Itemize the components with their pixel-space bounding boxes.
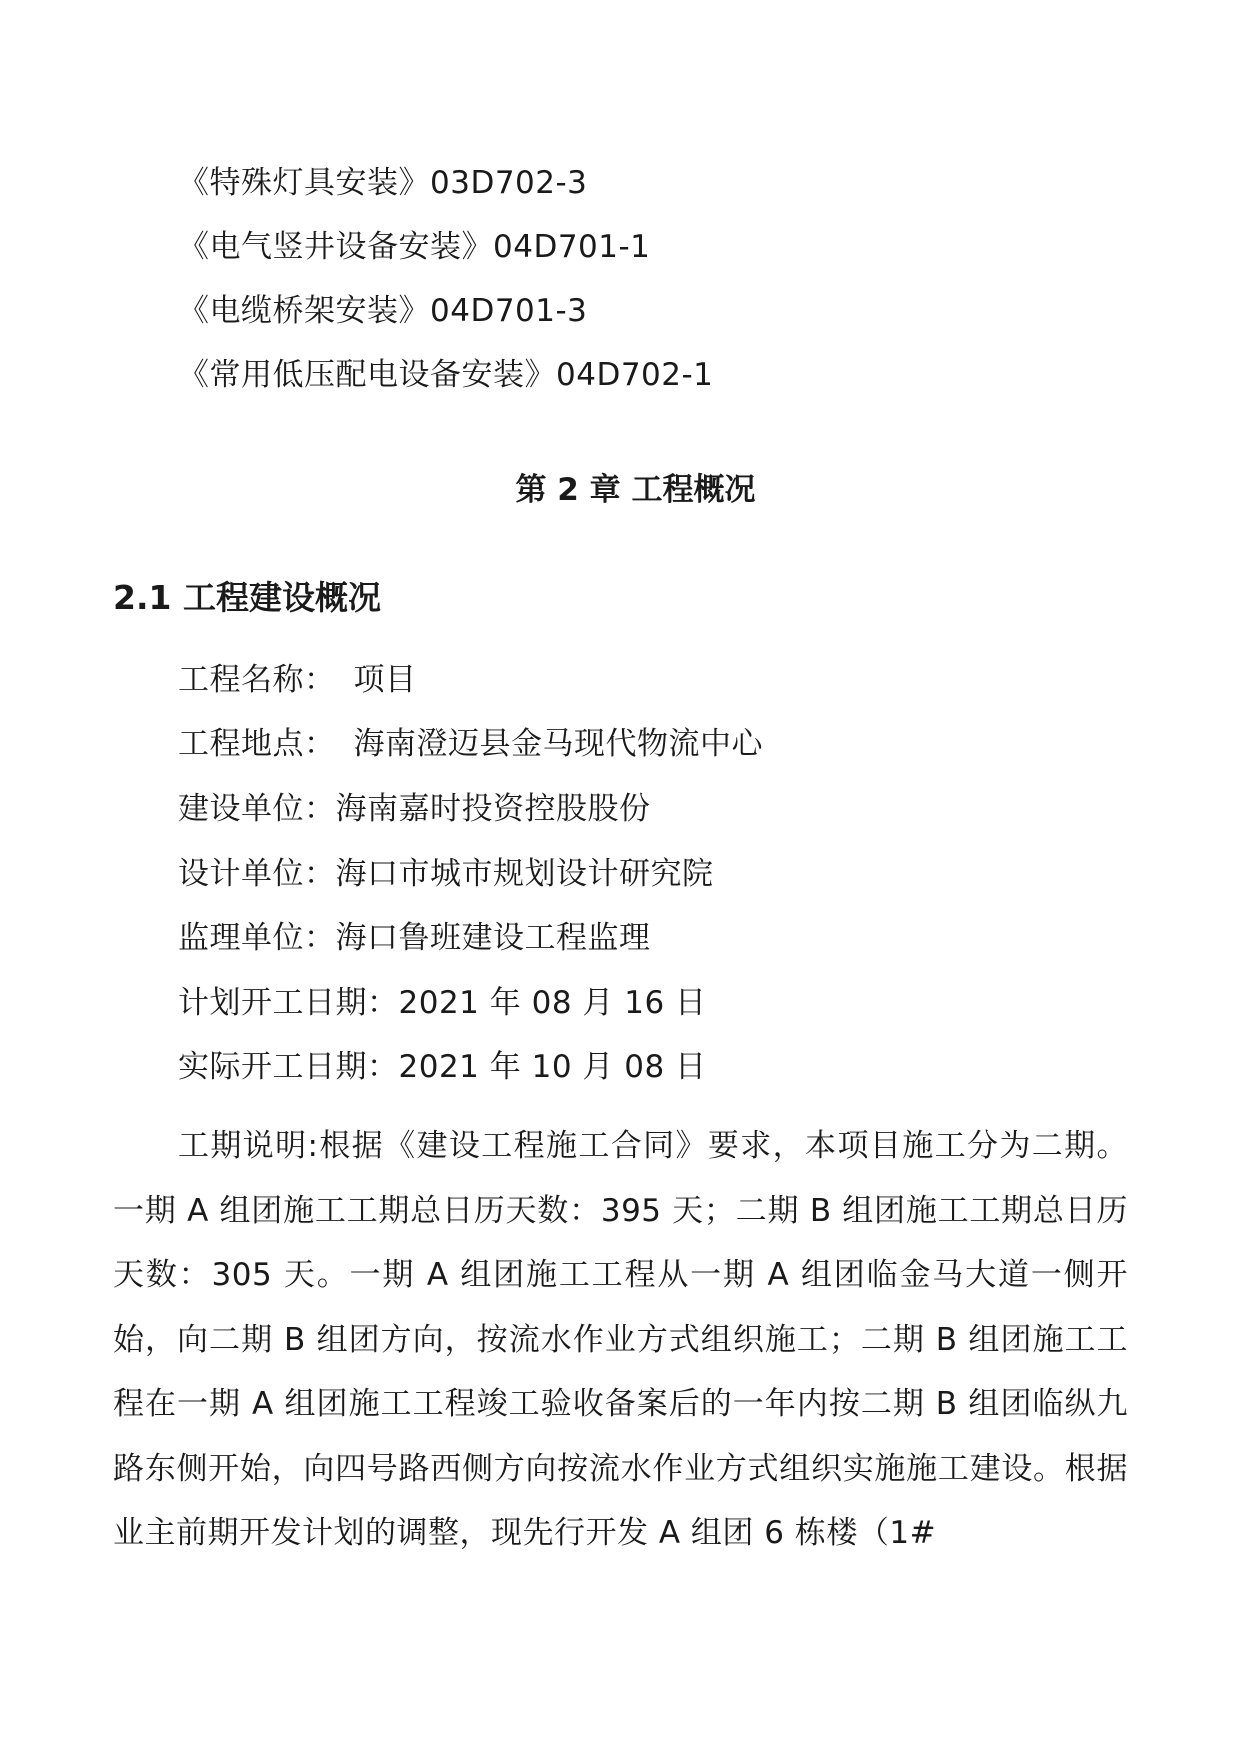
planned-start-row: 计划开工日期：2021 年 08 月 16 日 [178,985,707,1021]
project-location-row [178,724,763,764]
supervisor-row: 监理单位：海口鲁班建设工程监理 [178,920,651,956]
actual-start-row: 实际开工日期：2021 年 10 月 08 日 [178,1049,707,1085]
project-location-label: 工程地点： [178,726,336,762]
builder-row: 建设单位：海南嘉时投资控股股份 [178,791,651,827]
project-name-label: 工程名称： [178,662,336,698]
reference-item: 《电气竖井设备安装》04D701-1 [178,229,651,265]
reference-item: 《常用低压配电设备安装》04D702-1 [178,357,714,393]
designer-row: 设计单位：海口市城市规划设计研究院 [178,856,714,892]
chapter-title: 第 2 章 工程概况 [515,472,756,508]
project-name-value: 项目 [353,662,417,698]
project-location-value: 海南澄迈县金马现代物流中心 [353,726,763,762]
reference-item: 《电缆桥架安装》04D701-3 [178,293,588,329]
schedule-paragraph: 工期说明:根据《建设工程施工合同》要求，本项目施工分为二期。一期 A 组团施工工期总日历天数：395 天；二期 B 组团施工工期总日历天数：305 天。一期 A 组团施工工程从一期 A 组团临金马大道一侧开始，向二期 B 组团方向，按流水作业方式组织施工；二期 B 组团施工工程在一期 A 组团施工工程竣工验收备案后的一年内按二期 B 组团临纵九路东侧开始，向四号路西侧方向按流水作业方式组织实施施工建设。根据业主前期开发计划的调整，现先行开发 A 组团 6 栋楼（1# [113,1128,1128,1551]
project-name-row [178,660,417,700]
section-title: 2.1 工程建设概况 [113,578,381,617]
reference-item: 《特殊灯具安装》03D702-3 [178,165,588,201]
